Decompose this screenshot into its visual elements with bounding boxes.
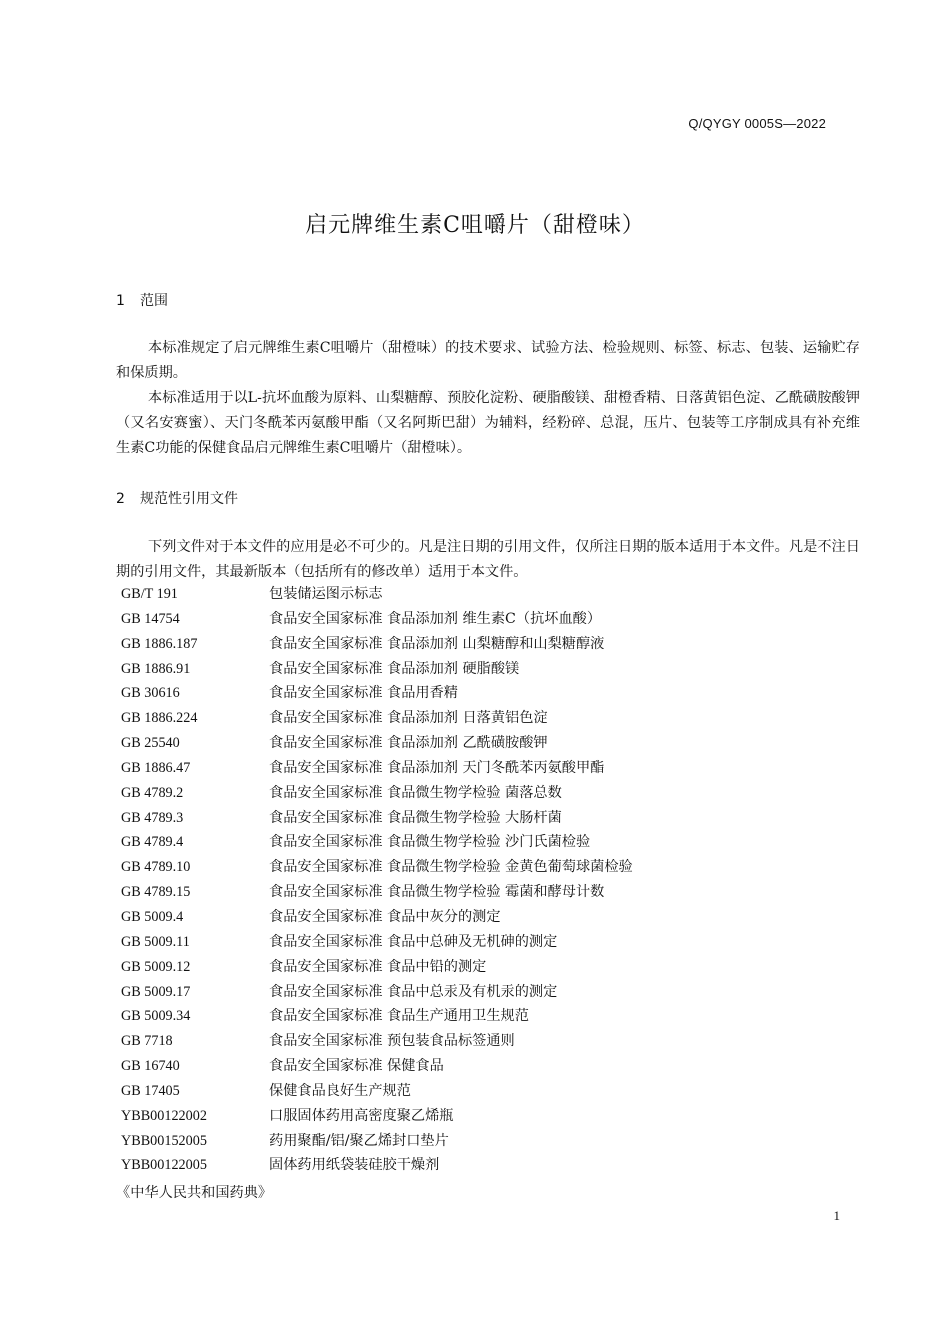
- reference-title: 药用聚酯/铝/聚乙烯封口垫片: [269, 1132, 449, 1149]
- reference-list: [121, 582, 841, 1178]
- reference-row: [121, 806, 841, 831]
- scope-paragraph-2: 本标准适用于以L-抗坏血酸为原料、山梨糖醇、预胶化淀粉、硬脂酸镁、甜橙香精、日落黄铝色淀、乙酰磺胺酸钾（又名安赛蜜）、天门冬酰苯丙氨酸甲酯（又名阿斯巴甜）为辅料，经粉碎、总混，压片、包装等工序制成具有补充维生素C功能的保健食品启元牌维生素C咀嚼片（甜橙味）。: [116, 390, 860, 456]
- reference-code: GB 1886.187: [121, 635, 198, 652]
- reference-row: [121, 930, 841, 955]
- reference-title: 食品安全国家标准 食品微生物学检验 金黄色葡萄球菌检验: [269, 859, 633, 876]
- reference-row: [121, 1079, 841, 1104]
- reference-row: [121, 830, 841, 855]
- reference-code: GB 5009.34: [121, 1008, 191, 1025]
- reference-code: YBB00152005: [121, 1132, 207, 1149]
- reference-row: [121, 1129, 841, 1154]
- reference-row: [121, 855, 841, 880]
- reference-row: [121, 607, 841, 632]
- reference-code: GB 14754: [121, 610, 180, 627]
- reference-row: [121, 657, 841, 682]
- reference-code: GB 4789.3: [121, 809, 184, 826]
- reference-code: YBB00122005: [121, 1157, 207, 1174]
- reference-row: [121, 905, 841, 930]
- reference-row: [121, 1104, 841, 1129]
- reference-code: GB 5009.12: [121, 958, 191, 975]
- section-number: 2: [116, 491, 125, 507]
- reference-title: 食品安全国家标准 食品中铅的测定: [269, 958, 487, 975]
- reference-code: GB 5009.17: [121, 983, 191, 1000]
- reference-row: [121, 955, 841, 980]
- reference-code: GB 5009.4: [121, 908, 184, 925]
- reference-title: 食品安全国家标准 食品微生物学检验 霉菌和酵母计数: [269, 884, 605, 901]
- section-title: 范围: [140, 293, 168, 309]
- reference-title: 食品安全国家标准 食品中灰分的测定: [269, 908, 501, 925]
- reference-title: 食品安全国家标准 食品中总汞及有机汞的测定: [269, 983, 558, 1000]
- reference-row: [121, 980, 841, 1005]
- reference-title: 食品安全国家标准 食品添加剂 维生素C（抗坏血酸）: [269, 610, 602, 627]
- normative-intro-paragraph: 下列文件对于本文件的应用是必不可少的。凡是注日期的引用文件，仅所注日期的版本适用于本文件。凡是不注日期的引用文件，其最新版本（包括所有的修改单）适用于本文件。: [116, 539, 860, 580]
- reference-code: GB 1886.47: [121, 759, 191, 776]
- reference-row: [121, 1153, 841, 1178]
- reference-code: GB/T 191: [121, 586, 178, 602]
- page-number: 1: [833, 1208, 840, 1223]
- reference-row: [121, 1029, 841, 1054]
- section-heading-normative-references: [116, 488, 238, 508]
- reference-title: 食品安全国家标准 预包装食品标签通则: [269, 1033, 515, 1050]
- reference-row: [121, 731, 841, 756]
- reference-title: 食品安全国家标准 食品添加剂 硬脂酸镁: [269, 660, 520, 677]
- pharmacopoeia-reference: 《中华人民共和国药典》: [116, 1185, 273, 1201]
- reference-title: 食品安全国家标准 食品生产通用卫生规范: [269, 1008, 529, 1025]
- reference-title: 食品安全国家标准 食品添加剂 乙酰磺胺酸钾: [269, 735, 548, 752]
- reference-title: 保健食品良好生产规范: [269, 1082, 411, 1099]
- reference-title: 食品安全国家标准 食品用香精: [269, 685, 458, 702]
- reference-title: 食品安全国家标准 食品微生物学检验 菌落总数: [269, 784, 562, 801]
- reference-code: GB 25540: [121, 735, 180, 752]
- reference-row: [121, 781, 841, 806]
- scope-paragraph-1: 本标准规定了启元牌维生素C咀嚼片（甜橙味）的技术要求、试验方法、检验规则、标签、标志、包装、运输贮存和保质期。: [116, 340, 860, 381]
- reference-code: GB 4789.10: [121, 859, 191, 876]
- reference-row: [121, 706, 841, 731]
- reference-code: GB 17405: [121, 1082, 180, 1099]
- reference-row: [121, 756, 841, 781]
- reference-code: GB 4789.2: [121, 784, 184, 801]
- reference-code: GB 1886.91: [121, 660, 191, 677]
- reference-code: YBB00122002: [121, 1107, 207, 1124]
- document-title: 启元牌维生素C咀嚼片（甜橙味）: [305, 213, 645, 238]
- reference-row: [121, 681, 841, 706]
- reference-title: 食品安全国家标准 食品微生物学检验 沙门氏菌检验: [269, 834, 591, 851]
- section-title: 规范性引用文件: [140, 491, 238, 507]
- document-code: Q/QYGY 0005S—2022: [688, 116, 826, 131]
- reference-title: 包装储运图示标志: [269, 586, 383, 602]
- reference-row: [121, 1054, 841, 1079]
- reference-title: 食品安全国家标准 食品中总砷及无机砷的测定: [269, 933, 558, 950]
- reference-code: GB 4789.4: [121, 834, 184, 851]
- reference-row: [121, 582, 841, 607]
- reference-code: GB 30616: [121, 685, 180, 702]
- section-heading-scope: [116, 290, 168, 310]
- reference-title: 口服固体药用高密度聚乙烯瓶: [269, 1107, 454, 1124]
- section-number: 1: [116, 293, 125, 309]
- reference-row: [121, 880, 841, 905]
- reference-title: 食品安全国家标准 食品添加剂 日落黄铝色淀: [269, 710, 548, 727]
- reference-title: 固体药用纸袋装硅胶干燥剂: [269, 1157, 440, 1174]
- reference-row: [121, 632, 841, 657]
- reference-code: GB 1886.224: [121, 710, 198, 727]
- reference-code: GB 7718: [121, 1033, 173, 1050]
- reference-title: 食品安全国家标准 食品添加剂 天门冬酰苯丙氨酸甲酯: [269, 759, 605, 776]
- reference-code: GB 5009.11: [121, 933, 190, 950]
- reference-code: GB 16740: [121, 1058, 180, 1075]
- reference-title: 食品安全国家标准 保健食品: [269, 1058, 444, 1075]
- reference-title: 食品安全国家标准 食品添加剂 山梨糖醇和山梨糖醇液: [269, 635, 605, 652]
- reference-code: GB 4789.15: [121, 884, 191, 901]
- reference-row: [121, 1004, 841, 1029]
- reference-title: 食品安全国家标准 食品微生物学检验 大肠杆菌: [269, 809, 562, 826]
